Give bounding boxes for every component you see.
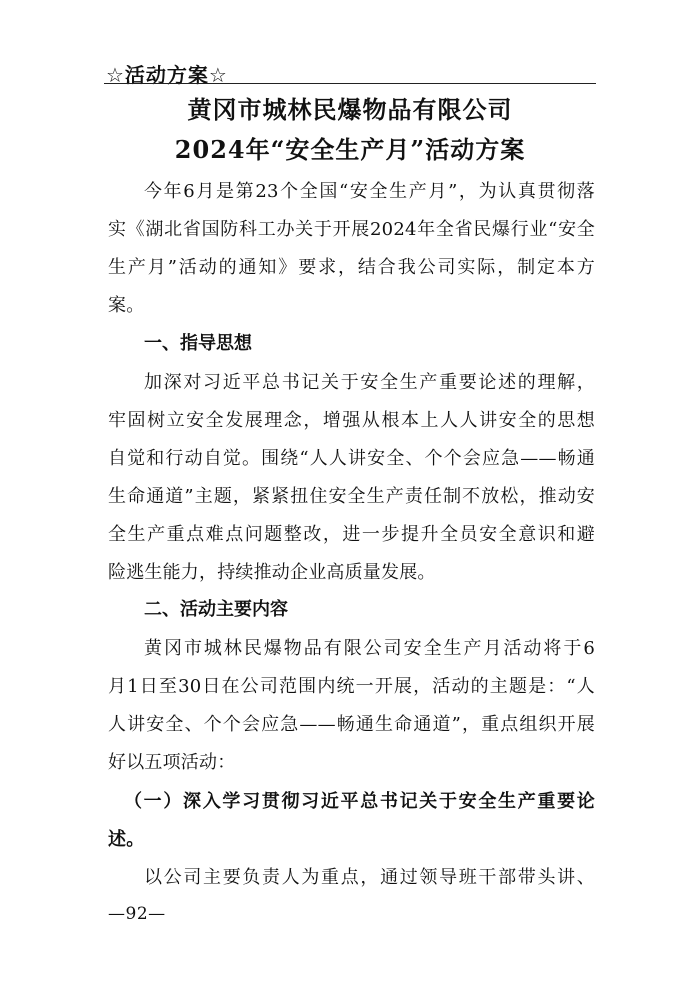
intro-line: 今年6月是第23个全国“安全生产月”，为认真贯彻落 bbox=[144, 181, 595, 202]
section-heading-main-content: 二、活动主要内容 bbox=[144, 599, 288, 620]
section1-line: 牢固树立安全发展理念，增强从根本上人人讲安全的思想 bbox=[108, 410, 595, 431]
section1-line: 加深对习近平总书记关于安全生产重要论述的理解， bbox=[144, 372, 595, 393]
section2-line: 月1日至30日在公司范围内统一开展，活动的主题是：“人 bbox=[108, 676, 595, 697]
section1-line: 自觉和行动自觉。围绕“人人讲安全、个个会应急——畅通 bbox=[108, 448, 595, 469]
section2-line: 黄冈市城林民爆物品有限公司安全生产月活动将于6 bbox=[144, 638, 595, 659]
header-tag: ☆活动方案☆ bbox=[106, 63, 228, 87]
section2-line: 好以五项活动： bbox=[108, 752, 236, 773]
section1-line: 险逃生能力，持续推动企业高质量发展。 bbox=[108, 562, 436, 583]
section2-line: 人讲安全、个个会应急——畅通生命通道”，重点组织开展 bbox=[108, 714, 595, 735]
document-title-line-1: 黄冈市城林民爆物品有限公司 bbox=[187, 95, 513, 124]
subsection-1-body-line: 以公司主要负责人为重点，通过领导班干部带头讲、 bbox=[144, 867, 595, 888]
section-heading-guiding-ideology: 一、指导思想 bbox=[144, 333, 252, 354]
section1-line: 生命通道”主题，紧紧扭住安全生产责任制不放松，推动安 bbox=[108, 486, 595, 507]
subsection-heading-1: （一）深入学习贯彻习近平总书记关于安全生产重要论 bbox=[124, 791, 595, 812]
page-number: —92— bbox=[108, 904, 166, 924]
intro-line: 案。 bbox=[108, 295, 145, 316]
intro-line: 生产月”活动的通知》要求，结合我公司实际，制定本方 bbox=[108, 257, 595, 278]
section1-line: 全生产重点难点问题整改，进一步提升全员安全意识和避 bbox=[108, 524, 595, 545]
document-title-line-2: 2024年“安全生产月”活动方案 bbox=[174, 135, 526, 164]
subsection-heading-1-cont: 述。 bbox=[108, 829, 145, 850]
header-rule bbox=[104, 83, 596, 84]
intro-line: 实《湖北省国防科工办关于开展2024年全省民爆行业“安全 bbox=[108, 219, 595, 240]
